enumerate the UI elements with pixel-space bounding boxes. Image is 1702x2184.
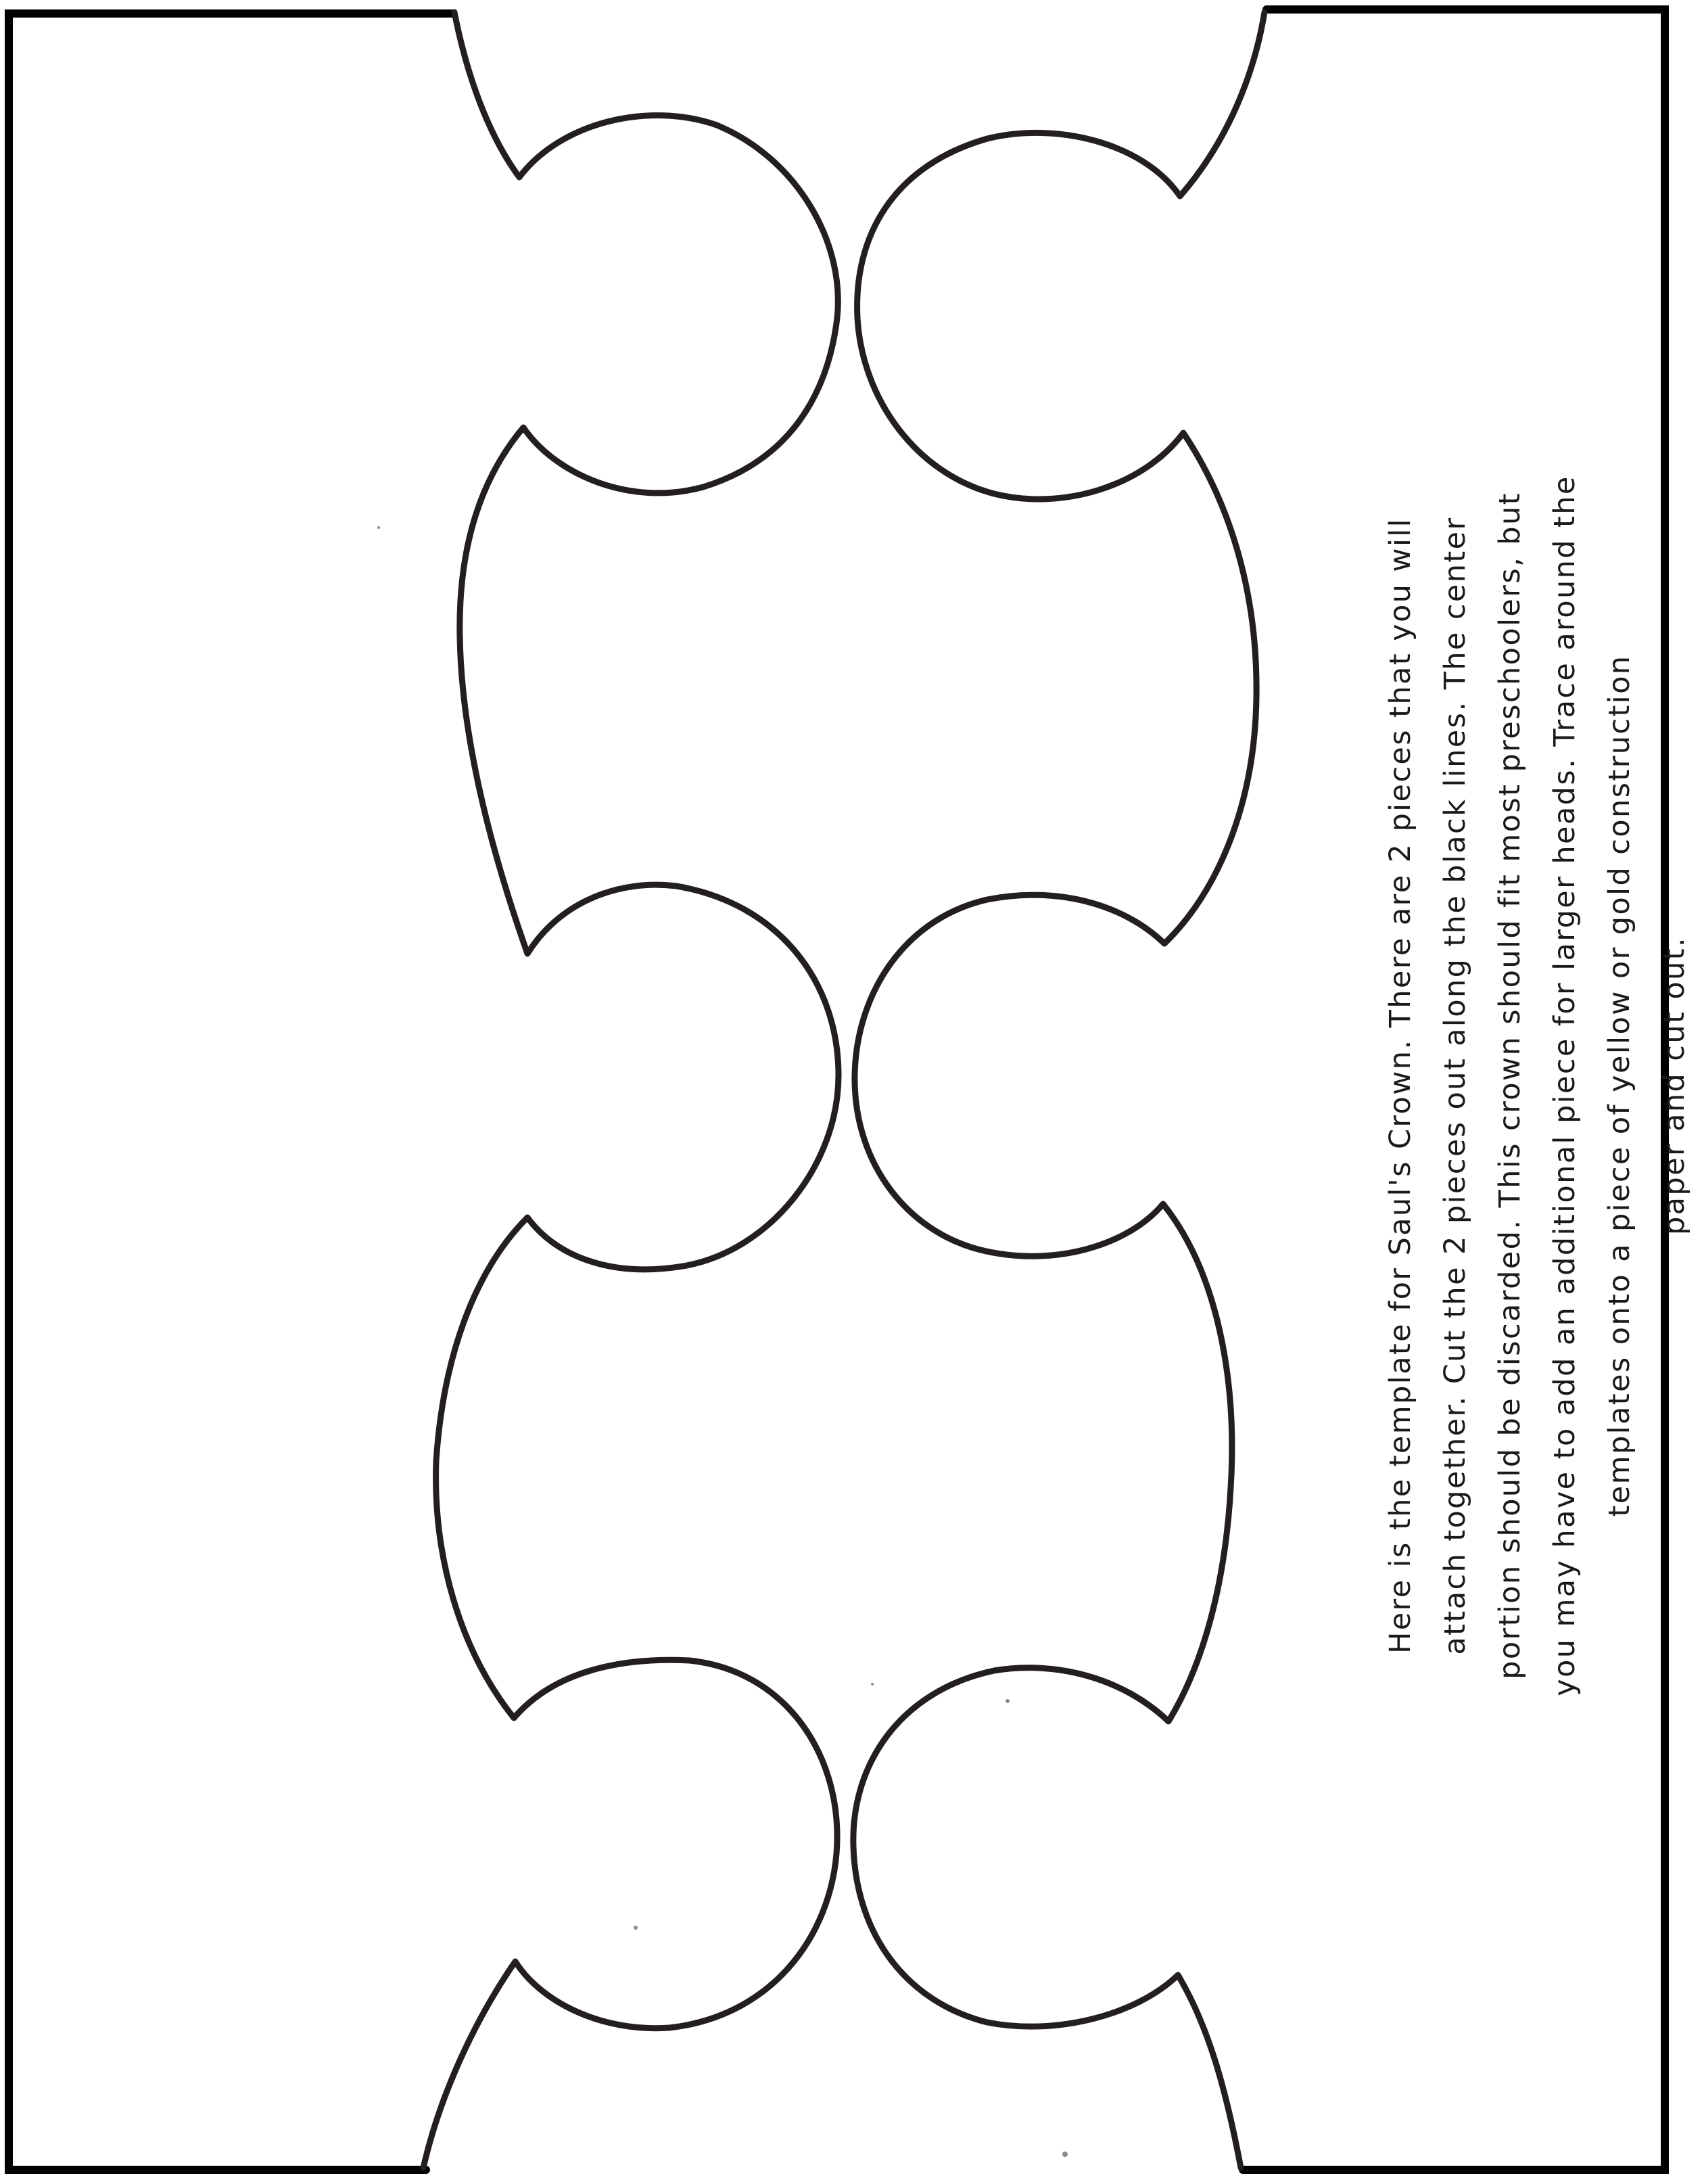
- instruction-line: attach together. Cut the 2 pieces out along the black lines. The center: [1438, 516, 1472, 1655]
- speck: [634, 1926, 638, 1930]
- instructions-text-block: [1373, 308, 1702, 1863]
- scan-specks: [377, 526, 1068, 2157]
- crown-right-piece-outline: [853, 12, 1264, 2168]
- speck: [377, 526, 380, 529]
- instruction-line: templates onto a piece of yellow or gold construction: [1603, 654, 1636, 1517]
- instruction-line: paper and cut out.: [1657, 935, 1691, 1236]
- instruction-line: portion should be discarded. This crown should fit most preschoolers, but: [1493, 492, 1527, 1679]
- instruction-line: you may have to add an additional piece for larger heads. Trace around the: [1548, 475, 1582, 1696]
- crown-left-piece-outline: [423, 12, 838, 2168]
- instruction-line: Here is the template for Saul's Crown. There are 2 pieces that you will: [1384, 517, 1417, 1654]
- border-left-piece: [9, 14, 453, 2170]
- speck: [1062, 2152, 1068, 2157]
- speck: [871, 1683, 874, 1686]
- speck: [1006, 1699, 1010, 1703]
